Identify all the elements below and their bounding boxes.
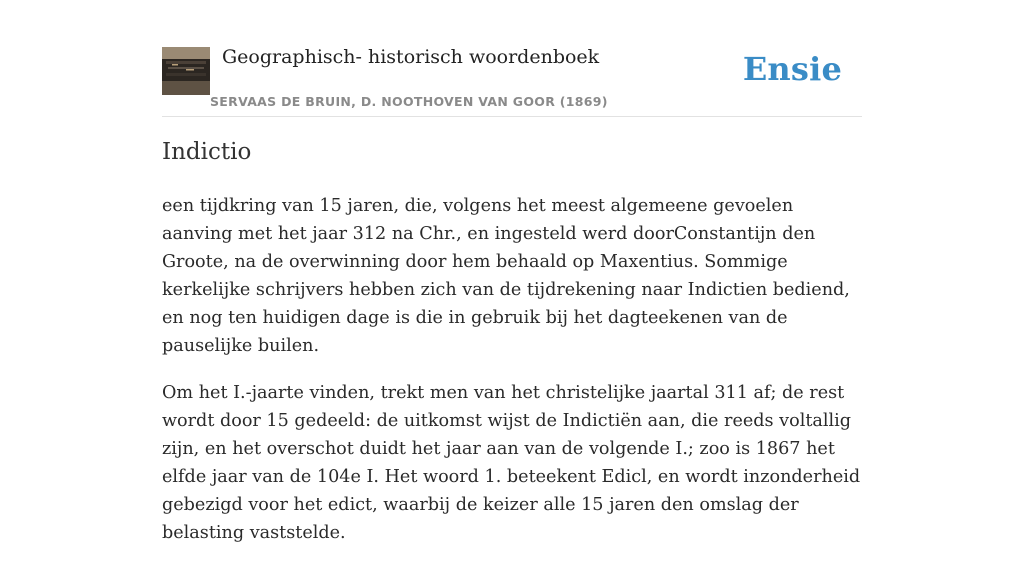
entry-paragraph: een tijdkring van 15 jaren, die, volgens het meest algemeene gevoelen aanving met het jaar 312 na Chr., en ingesteld werd doorConstantijn den Groote, na de overwinning door hem behaald op Maxentius. Sommige kerkelijke schrijvers hebben zich van de tijdrekening naar Indictien bediend, en nog ten huidigen dage is die in gebruik bij het dagteekenen van de pauselijke builen.	[162, 196, 850, 356]
ensie-logo[interactable]: Ensie	[742, 50, 842, 88]
book-title-link[interactable]: Geographisch- historisch woordenboek	[222, 46, 600, 68]
entry-paragraph: Om het I.-jaarte vinden, trekt men van het christelijke jaartal 311 af; de rest wordt door 15 gedeeld: de uitkomst wijst de Indictiën aan, die reeds voltallig zijn, en het overschot duidt het jaar aan van de volgende I.; zoo is 1867 het elfde jaar van de 104e I. Het woord 1. beteekent Edicl, en wordt inzonderheid gebezigd voor het edict, waarbij de keizer alle 15 jaren den omslag der belasting vaststelde.	[162, 383, 861, 543]
book-cover-avatar[interactable]	[162, 47, 210, 95]
entry-body	[162, 192, 868, 566]
book-cover-image	[162, 47, 210, 95]
book-authors: SERVAAS DE BRUIN, D. NOOTHOVEN VAN GOOR (1869)	[210, 94, 608, 109]
header	[162, 44, 862, 117]
entry-title: Indictio	[162, 139, 252, 165]
